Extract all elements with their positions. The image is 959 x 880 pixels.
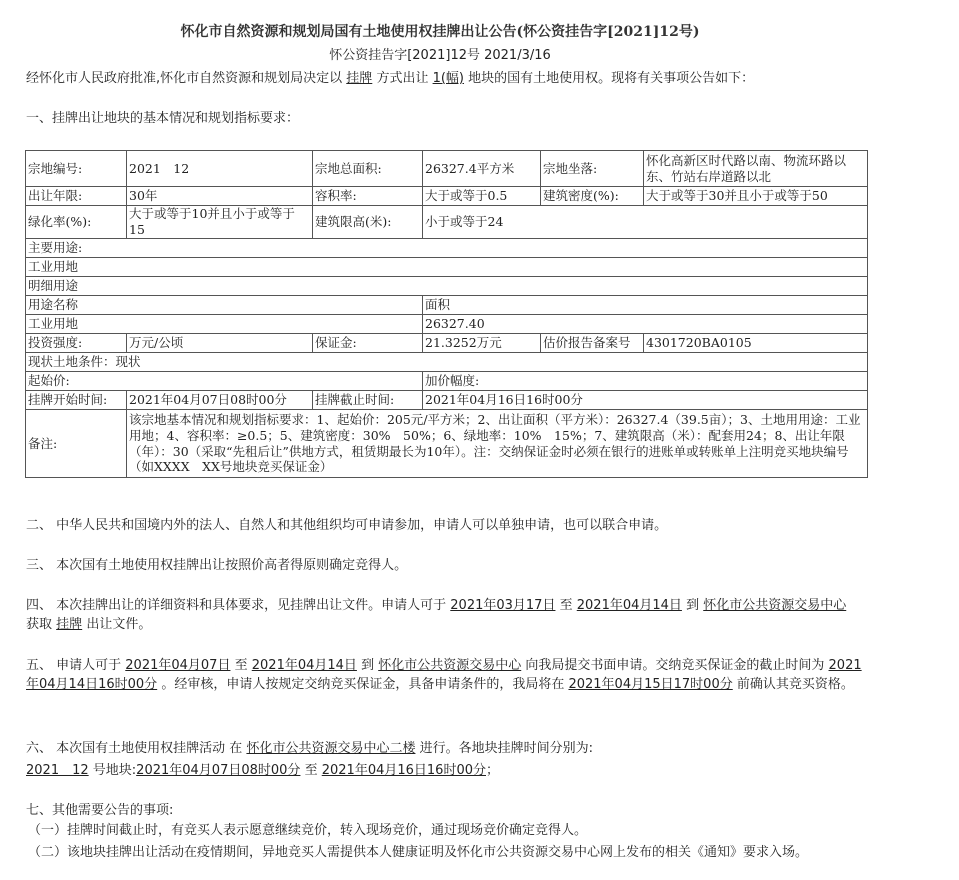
detailed-use-label: 明细用途 (26, 277, 868, 296)
parcel-id-value: 2021 12 (127, 151, 313, 187)
table-row (26, 187, 868, 206)
listing-end-value: 2021年04月16日16时00分 (423, 391, 868, 410)
remarks-value: 该宗地基本情况和规划指标要求：1、起始价：205元/平方米；2、出让面积（平方米）：26327.4（39.5亩）；3、土地用用途：工业用地；4、容积率：≥0.5；5、建筑密度：30% 50%；6、绿地率：10% 15%；7、建筑限高（米）：配套用24；8、出让年限（年）：30（采取“先租后让”供地方式，租赁期最长为10年）。注：交纳保证金时必须在银行的进账单或转账单上注明竞买地块编号（如XXXX XX号地块竞买保证金） (127, 410, 868, 478)
section4-text-3: 到 (686, 598, 700, 613)
location-value: 怀化高新区时代路以南、物流环路以东、竹站右岸道路以北 (644, 151, 868, 187)
section5-text-2: 至 (234, 658, 248, 673)
investment-label: 投资强度: (26, 334, 127, 353)
doc-end-date: 2021年04月14日 (576, 598, 682, 613)
section4-text-4: 获取 (26, 616, 53, 632)
table-row (26, 277, 868, 296)
main-use-value: 工业用地 (26, 258, 868, 277)
section5-paragraph (26, 657, 871, 695)
intro-text-c: 地块的国有土地使用权。现将有关事项公告如下： (468, 71, 755, 86)
bid-increment-label: 加价幅度: (423, 372, 868, 391)
table-row (26, 391, 868, 410)
listing-parcel-id: 2021 12 (26, 763, 89, 778)
table-row (26, 239, 868, 258)
table-row (26, 151, 868, 187)
listing-start-label: 挂牌开始时间: (26, 391, 127, 410)
plot-ratio-value: 大于或等于0.5 (423, 187, 541, 206)
listing-end-time: 2021年04月16日16时00分 (321, 763, 486, 778)
table-row (26, 334, 868, 353)
table-row (26, 206, 868, 239)
plot-ratio-label: 容积率: (313, 187, 423, 206)
deposit-value: 21.3252万元 (423, 334, 541, 353)
use-area-header: 面积 (423, 296, 868, 315)
section4-text-1: 四、 本次挂牌出让的详细资料和具体要求，见挂牌出让文件。申请人可于 (26, 598, 447, 613)
height-limit-label: 建筑限高(米): (313, 206, 423, 239)
doc-method: 挂牌 (56, 616, 83, 632)
section6-line1 (26, 740, 876, 759)
investment-value: 万元/公顷 (127, 334, 313, 353)
section4-text-2: 至 (559, 598, 573, 613)
table-row (26, 315, 868, 334)
page-title: 怀化市自然资源和规划局国有土地使用权挂牌出让公告(怀公资挂告字[2021]12号) (180, 24, 700, 40)
green-ratio-value: 大于或等于10并且小于或等于15 (127, 206, 313, 239)
term-label: 出让年限: (26, 187, 127, 206)
height-limit-value: 小于或等于24 (423, 206, 868, 239)
appraisal-value: 4301720BA0105 (644, 334, 868, 353)
listing-start-time: 2021年04月07日08时00分 (136, 763, 301, 778)
table-row (26, 410, 868, 478)
parcel-count: 1(幅) (432, 71, 465, 86)
appraisal-label: 估价报告备案号 (541, 334, 644, 353)
apply-start-date: 2021年04月07日 (125, 658, 231, 673)
building-density-label: 建筑密度(%): (541, 187, 644, 206)
deposit-label: 保证金: (313, 334, 423, 353)
use-name-header: 用途名称 (26, 296, 423, 315)
table-row (26, 353, 868, 372)
section3-paragraph: 三、 本次国有土地使用权挂牌出让按照价高者得原则确定竞得人。 (26, 558, 408, 573)
announcement-number-date: 怀公资挂告字[2021]12号 2021/3/16 (329, 48, 551, 63)
section7-heading: 七、其他需要公告的事项: (26, 803, 174, 818)
section5-text-5: 。经审核，申请人按规定交纳竞买保证金，具备申请条件的，我局将在 (161, 676, 565, 692)
section1-heading: 一、挂牌出让地块的基本情况和规划指标要求： (26, 111, 300, 126)
main-use-label: 主要用途: (26, 239, 868, 258)
qualification-date: 2021年04月15日17时00分 (568, 676, 733, 692)
section5-text-1: 五、 申请人可于 (26, 658, 122, 673)
listing-start-value: 2021年04月07日08时00分 (127, 391, 313, 410)
section7-item-2: （二）该地块挂牌出让活动在疫情期间，异地竞买人需提供本人健康证明及怀化市公共资源交易中心网上发布的相关《通知》要求入场。 (28, 845, 809, 860)
intro-text-b: 方式出让 (376, 71, 429, 86)
table-row (26, 372, 868, 391)
table-row (26, 296, 868, 315)
section6-text-2: 在 (229, 741, 243, 756)
section6-text-1: 六、 本次国有土地使用权挂牌活动 (26, 741, 226, 756)
section4-paragraph (26, 597, 856, 635)
total-area-value: 26327.4平方米 (423, 151, 541, 187)
section6-text-6: ； (486, 763, 500, 778)
section5-text-4: 向我局提交书面申请。交纳竞买保证金的截止时间为 (525, 658, 825, 673)
apply-end-date: 2021年04月14日 (251, 658, 357, 673)
deposit-deadline: 2021年04月14日16时00分 (26, 658, 862, 692)
section6-line2 (26, 762, 876, 781)
section5-text-6: 前确认其竞买资格。 (736, 676, 854, 692)
location-label: 宗地坐落: (541, 151, 644, 187)
parcel-id-label: 宗地编号: (26, 151, 127, 187)
building-density-value: 大于或等于30并且小于或等于50 (644, 187, 868, 206)
term-value: 30年 (127, 187, 313, 206)
section6-text-5: 至 (304, 763, 318, 778)
use-area-value: 26327.40 (423, 315, 868, 334)
listing-end-label: 挂牌截止时间: (313, 391, 423, 410)
use-name-value: 工业用地 (26, 315, 423, 334)
listing-place: 怀化市公共资源交易中心二楼 (246, 741, 416, 756)
intro-paragraph (26, 70, 889, 89)
parcel-info-table (25, 150, 868, 478)
doc-start-date: 2021年03月17日 (450, 598, 556, 613)
doc-place: 怀化市公共资源交易中心 (703, 598, 847, 613)
apply-place: 怀化市公共资源交易中心 (378, 658, 522, 673)
section7-item-1: （一）挂牌时间截止时，有竞买人表示愿意继续竞价，转入现场竞价，通过现场竞价确定竞得人。 (28, 823, 588, 838)
remarks-label: 备注: (26, 410, 127, 478)
green-ratio-label: 绿化率(%): (26, 206, 127, 239)
total-area-label: 宗地总面积: (313, 151, 423, 187)
section6-text-4: 号地块: (92, 763, 137, 778)
section4-text-5: 出让文件。 (86, 616, 152, 632)
transfer-method: 挂牌 (346, 71, 373, 86)
starting-price-label: 起始价: (26, 372, 423, 391)
table-row (26, 258, 868, 277)
section6-text-3: 进行。各地块挂牌时间分别为: (419, 741, 593, 756)
intro-text-a: 经怀化市人民政府批准,怀化市自然资源和规划局决定以 (26, 71, 343, 86)
section5-text-3: 到 (361, 658, 375, 673)
section2-paragraph: 二、 中华人民共和国境内外的法人、自然人和其他组织均可申请参加，申请人可以单独申请，也可以联合申请。 (26, 518, 668, 533)
land-condition: 现状土地条件：现状 (26, 353, 868, 372)
